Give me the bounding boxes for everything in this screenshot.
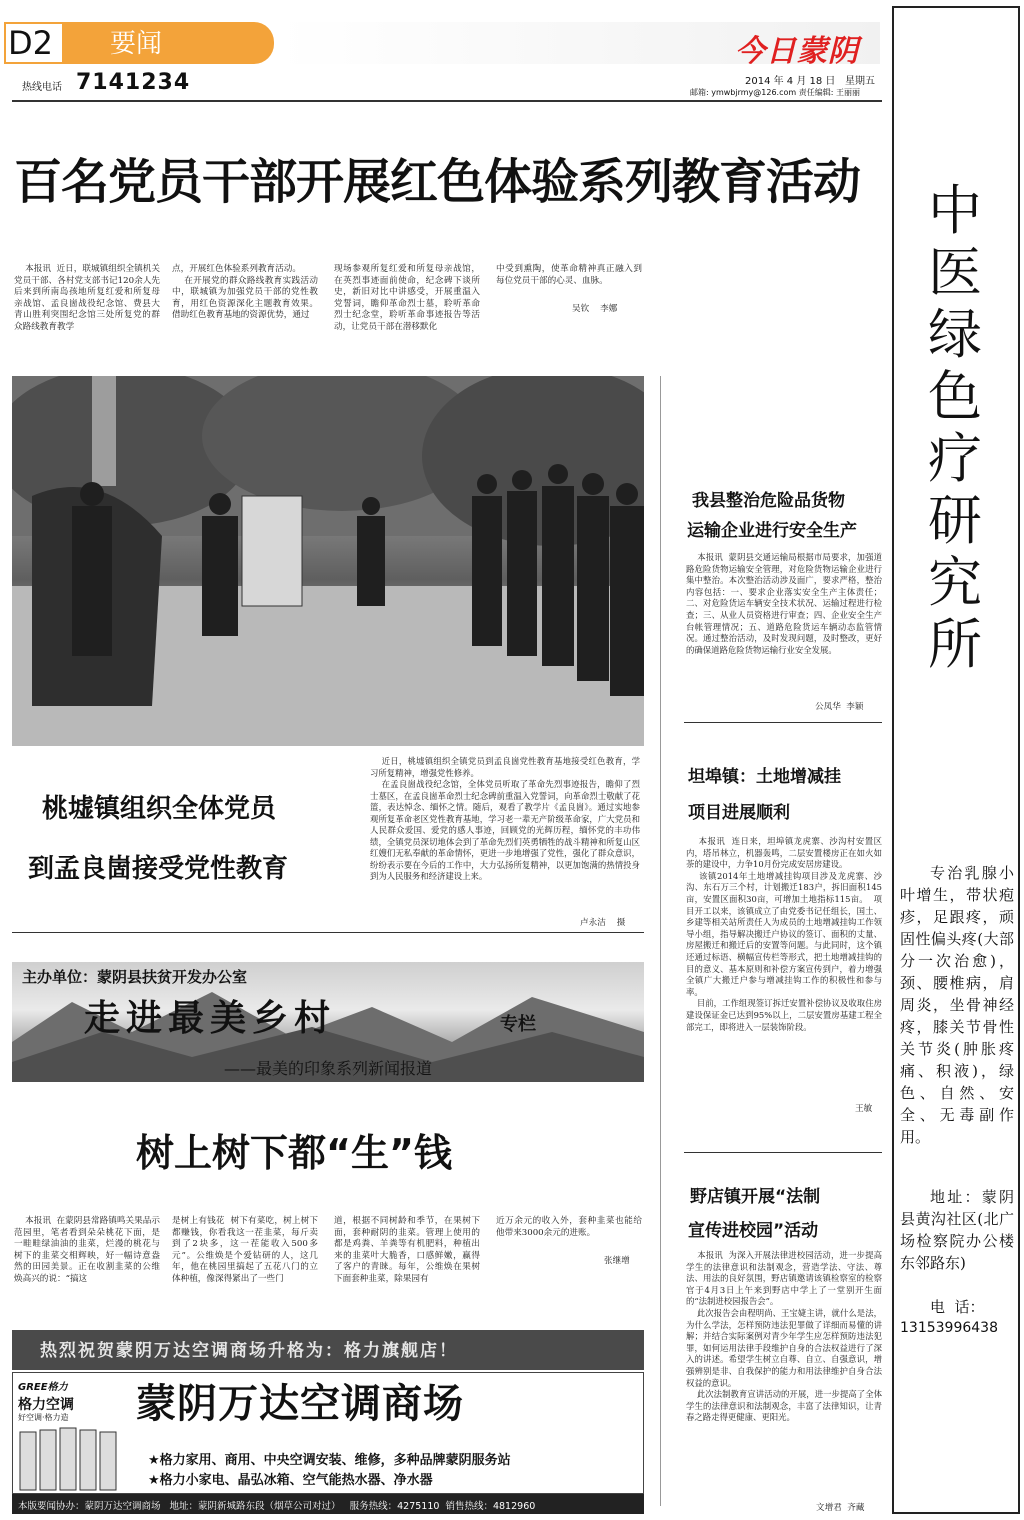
gree-slogan: 好空调·格力造 [18,1413,69,1422]
lead-article-col4: 中受到熏陶，使革命精神真正融入到每位党员干部的心灵、血脉。 [496,264,642,286]
ad-footer-text: 本版要闻协办：蒙阴万达空调商场 地址：蒙阴新城路东段（烟草公司对过） 服务热线：4275110 销售热线：4812960 [18,1501,536,1512]
issue-date: 2014 年 4 月 18 日 星期五 [745,76,875,87]
tree-article-col3: 道，根据不同树龄和季节，在果树下面，套种耐阴的韭菜。管理上使用的都是鸡粪、羊粪等有机肥料，种植出来的韭菜叶大脆香，口感鲜嫩，赢得了客户的青睐。每年，公维焕在果树下面套种韭菜，除果园有 [334,1216,480,1284]
store-name: 蒙阴万达空调商场 [136,1381,464,1427]
tree-article-col1: 本报讯 在蒙阴县常路镇鸣关果品示范园里，笔者看到朵朵桃花下面，是一畦畦绿油油的韭菜，烂漫的桃花与树下的韭菜交相辉映，好一幅诗意盎然的田园美景。正在收割韭菜的公维焕高兴的说：“搞这 [14,1216,160,1284]
left-bottom-rule-1 [12,932,644,933]
tree-article-col2: 是树上有钱花 树下有菜吃，树上树下都赚钱，你看我这一茬韭菜，每斤卖到了2块多，这一茬能收入500多元”。公维焕是个爱钻研的人，这几年，他在桃园里搞起了五花八门的立体种植，像深得紧出了一些门 [172,1216,318,1284]
masthead-logo: 今日蒙阴 [735,34,859,69]
lead-article-col1: 本报讯 近日，联城镇组织全镇机关党员干部、各村党支部书记120余人先后来到所南岛孩地所复红爱和所复母亲战馆、孟良崮战役纪念馆、费县大青山胜利突围纪念馆三处所复党的群众路线教育教学 [14,264,160,332]
ad-line-2: ★格力小家电、晶弘冰箱、空气能热水器、净水器 [148,1473,433,1488]
yedian-article-body: 本报讯 为深入开展法律进校园活动，进一步提高学生的法律意识和法制观念，营造学法、守法、尊法、用法的良好氛围，野店镇邀请该镇检察室的检察官于4月3日上午来到野店中学上了一堂别开生面的“法制进校园报告会”。 此次报告会由程明尚、王宝婕主讲，就什么是法，为什么学法，怎样预防违法犯罪做了详细而易懂的讲解；并结合实际案例对青少年学生应怎样预防违法犯罪，如何运用法律手段维护自身的合法权益进行了深入的讲述。希望学生树立自尊、自立、自强意识，增强辨别是非、自我保护的能力和用法律维护自身合法权益的意识。 此次法制教育宣讲活动的开展，进一步提高了全体学生的法律意识和法制观念，丰富了法律知识，让青春之路走得更健康、更阳光。 [686,1250,882,1423]
editor-email: 邮箱: ymwbjrmy@126.com 责任编辑: 王丽丽 [690,88,860,97]
tree-article-byline: 张继增 [604,1256,630,1266]
ceremony-photo [12,376,644,746]
section-name: 要闻 [110,29,163,59]
sponsor-line: 主办单位：蒙阴县扶贫开发办公室 [22,968,248,986]
yedian-article-byline: 文增君 齐藏 [816,1503,865,1513]
taoxu-headline-1: 桃墟镇组织全体党员 [42,794,277,824]
ac-units-icon [18,1426,118,1492]
ceremony-photo-illustration [12,376,644,746]
ac-units-illustration [18,1426,118,1492]
side-ad-address: 地址：蒙阴县黄沟社区(北广场检察院办公楼东邻路东) [900,1188,1014,1272]
tanbu-article-body: 本报讯 连日来，坦埠镇龙虎寨、沙沟村安置区内，塔吊林立，机器轰鸣，二层安置楼房正在如火如荼的建设中，力争10月份完成安居房建设。 该镇2014年土地增减挂钩项目涉及龙虎寨、沙沟、东石万三个村，计划搬迁183户，拆旧面积145亩，安置区面积30亩，可增加土地指标115亩。 项目开工以来，该镇成立了由党委书记任组长，国土、乡建等相关站所责任人为成员的土地增减挂钩工作领导小组，指导解决搬迁户协议的签订、面积的丈量、房屋搬迁和搬迁后的安置等问题。与此同时，这个镇还通过标语、横幅宣传栏等形式，把土地增减挂钩的目的意义、基本原则和补偿方案宣传到户，着力增强全镇广大搬迁户参与增减挂钩工作的积极性和参与率。 目前，工作组现签订拆迁安置补偿协议及收取住房建设保证金已达到95%以上，二层安置房基建工程全部完工，即将进入一层装饰阶段。 [686,836,883,1032]
banner-tag: 专栏 [500,1014,536,1035]
tanbu-headline-2: 项目进展顺利 [688,803,790,823]
hazmat-article-byline: 公凤华 李颖 [815,702,864,712]
tree-article-headline: 树上树下都“生”钱 [136,1131,452,1175]
lead-article-byline: 吴钦 李娜 [572,304,618,314]
side-ad-name: 中医绿色疗研究所 [928,179,982,676]
hotline-number: 7141234 [76,70,191,95]
taoxu-article-byline: 卢永洁 摄 [580,918,626,928]
banner-subtitle: ——最美的印象系列新闻报道 [224,1059,433,1078]
right-rule-1 [684,722,882,723]
gree-brand: 格力空调 [18,1397,74,1413]
lead-article-col2: 点，开展红色体验系列教育活动。 在开展党的群众路线教育实践活动中，联城镇为加强党员干部的党性教育，用红色资源深化主题教育效果。借助红色教育基地的资源优势，通过 [172,264,318,321]
tree-article-col4: 近万余元的收入外，套种韭菜也能给他带来3000余元的进账。 [496,1216,642,1238]
banner-title: 走进最美乡村 [84,997,337,1039]
header-rule [12,100,882,102]
tanbu-headline-1: 坦埠镇：土地增减挂 [688,767,841,787]
main-headline: 百名党员干部开展红色体验系列教育活动 [14,154,861,210]
side-ad-phone-label: 电 话： [930,1298,985,1316]
hazmat-headline-1: 我县整治危险品货物 [692,491,845,511]
gree-logo: GREE格力 [18,1382,68,1393]
taoxu-article-body: 近日，桃墟镇组织全镇党员到孟良崮党性教育基地接受红色教育，学习所复精神，增强党性修养。 在孟良崮战役纪念馆，全体党员听取了革命先烈事迹报告，瞻仰了烈士墓区，在孟良崮革命烈士纪念碑前重温入党誓词，向革命烈士敬献了花篮，表达悼念、缅怀之情。随后，观看了教学片《孟良崮》。通过实地参观所复革命老区党性教育基地，学习老一辈无产阶级革命家，广大党员和人民群众爱国、爱党的感人事迹，回顾党的光辉历程，缅怀党的丰功伟绩，全镇党员深切地体会到了革命先烈们英勇牺牲的战斗精神和所复山区红嫂们无私奉献的革命情怀，更进一步地增强了党性，强化了群众意识，纷纷表示要在今后的工作中，大力弘扬所复精神，以更加饱满的热情投身到为人民服务和经济建设上来。 [370,756,641,881]
side-ad-phone: 13153996438 [900,1320,998,1336]
yedian-headline-1: 野店镇开展“法制 [690,1187,821,1207]
hazmat-article-body: 本报讯 蒙阴县交通运输局根据市局要求，加强道路危险货物运输安全管理，对危险货物运输企业进行集中整治。本次整治活动涉及面广，要求严格，整治内容包括：一、要求企业落实安全生产主体责任；二、对危险货运车辆安全技术状况、运输过程进行检查；三、从业人员资格进行审查；四、企业安全生产台帐管理情况；五、道路危险货运车辆动态监管情况。通过整治活动，及时发现问题，及时整改，更好的确保道路危险货物运输行业安全发展。 [686,552,882,655]
ad-congrats-text: 热烈祝贺蒙阴万达空调商场升格为：格力旗舰店！ [40,1341,458,1361]
vertical-divider [660,376,661,1506]
right-rule-2 [684,1152,882,1153]
ad-line-1: ★格力家用、商用、中央空调安装、维修，多种品牌蒙阴服务站 [148,1453,511,1468]
page-number: D2 [8,24,53,62]
tanbu-article-byline: 王敏 [855,1104,873,1114]
hazmat-headline-2: 运输企业进行安全生产 [687,521,857,541]
side-ad-body: 专治乳腺小叶增生，带状疱疹，足跟疼，顽固性偏头疼(大部分一次治愈)，颈、腰椎病，肩周炎，坐骨神经疼，膝关节骨性关节炎(肿胀疼痛、积液)，绿色、自然、安全、无毒副作用。 [900,864,1014,1146]
hotline-label: 热线电话 [22,82,62,93]
lead-article-col3: 现场参观所复红爱和所复母亲战馆，在英烈事迹面前使命，纪念碑下谈所史，新旧对比中讲感受，开展重温入党誓词，瞻仰革命烈士墓，聆听革命烈士纪念堂，聆听革命事迹报告等活动，让党员干部在潜移默化 [334,264,480,332]
taoxu-headline-2: 到孟良崮接受党性教育 [28,854,289,884]
yedian-headline-2: 宣传进校园”活动 [688,1221,819,1241]
